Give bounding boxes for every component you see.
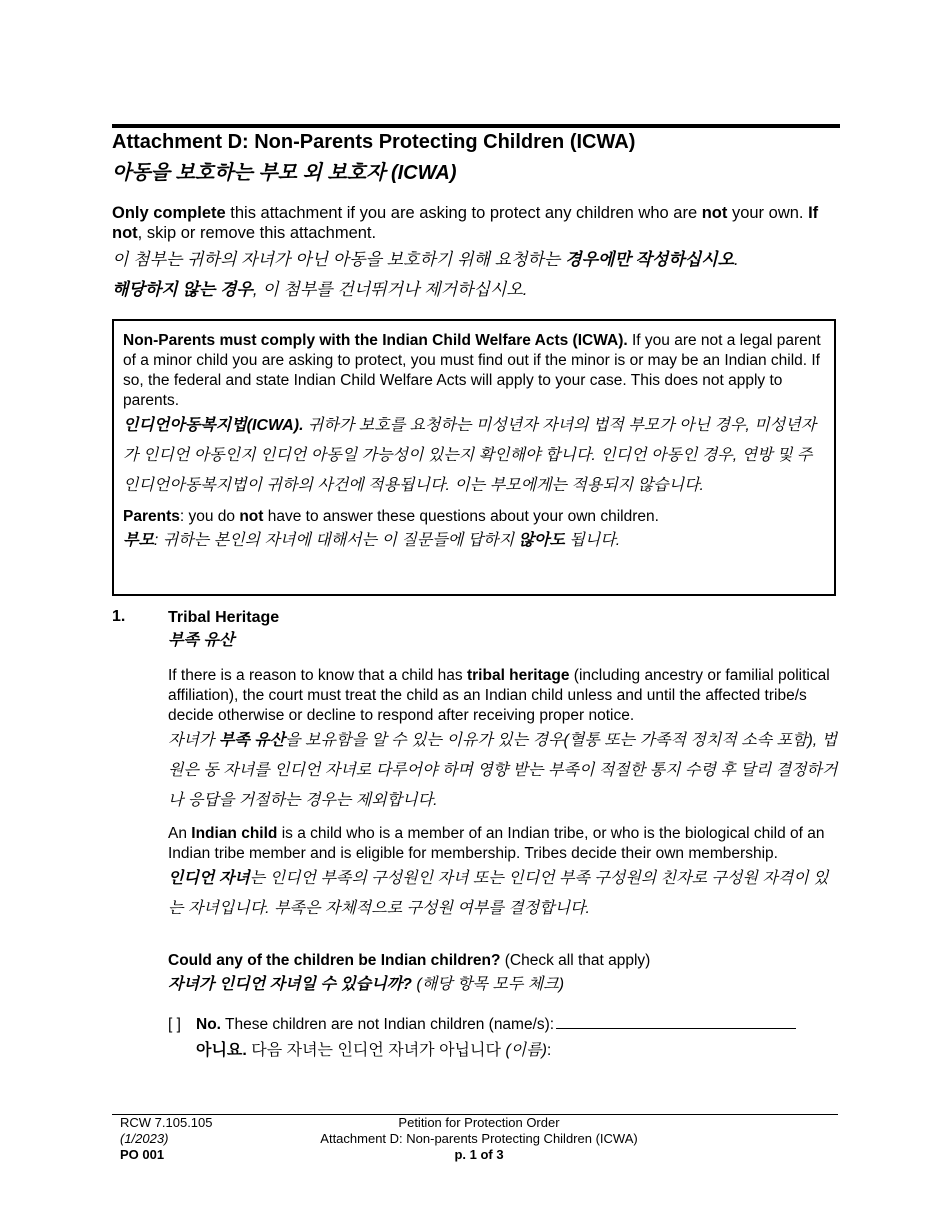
section-number: 1. <box>112 608 126 625</box>
indian-child-definition: An Indian child is a child who is a member of an Indian tribe, or who is the biological child of an Indian tribe member and is eligible for membership. Tribes decide their own membership. 인디언 자녀는 인디언 부족의 구성원인 자녀 또는 인디언 부족 구성원의 친자로 구성원 자격이 있는 자녀입니다. 부족은 자체적으로 구성원 여부를 결정합니다. <box>168 825 829 917</box>
footer-center: Petition for Protection Order Attachment D: Non-parents Protecting Children (ICWA) p. 1 of 3 <box>320 1115 638 1162</box>
page-title-korean: 아동을 보호하는 부모 외 보호자 (ICWA) <box>112 162 457 184</box>
names-input-line[interactable] <box>556 1012 796 1029</box>
top-rule <box>112 124 840 128</box>
parents-note-korean: 부모: 귀하는 본인의 자녀에 대해서는 이 질문들에 답하지 않아도 됩니다. <box>123 532 621 549</box>
indian-children-question: Could any of the children be Indian children? (Check all that apply) 자녀가 인디언 자녀일 수 있습니까? (해당 항목 모두 체크) <box>168 952 651 993</box>
footer-left: RCW 7.105.105 (1/2023) PO 001 <box>120 1115 213 1162</box>
option-no: [ ] No. These children are not Indian children (name/s): 아니요. 다음 자녀는 인디언 자녀가 아닙니다 (이름): <box>168 1012 838 1065</box>
notice-korean: 인디언아동복지법(ICWA). 귀하가 보호를 요청하는 미성년자 자녀의 법적 부모가 아닌 경우, 미성년자가 인디언 아동인지 인디언 아동일 가능성이 있는지 확인해야 합니다. 인디언 아동인 경우, 연방 및 주 인디언아동복지법이 귀하의 사건에 적용됩니다. 이는 부모에게는 적용되지 않습니다. <box>123 417 817 494</box>
parents-note: Parents: you do not have to answer these questions about your own children. <box>123 508 659 525</box>
tribal-heritage-paragraph: If there is a reason to know that a child has tribal heritage (including ancestry or familial political affiliation), the court must treat the child as an Indian child unless and until the affected tribe/s decide otherwise or decline to respond after receiving proper notice. 자녀가 부족 유산을 보유함을 알 수 있는 이유가 있는 경우(혈통 또는 가족적 정치적 소속 포함), 법원은 동 자녀를 인디언 자녀로 다루어야 하며 영향 받는 부족이 적절한 통지 수령 후 달리 결정하거나 응답을 거절하는 경우는 제외합니다. <box>168 667 838 809</box>
page-title: Attachment D: Non-Parents Protecting Children (ICWA) <box>112 131 636 153</box>
checkbox-no[interactable]: [ ] <box>168 1016 181 1033</box>
icwa-notice-box <box>112 319 836 596</box>
section-heading: Tribal Heritage 부족 유산 <box>168 609 280 649</box>
intro-korean: 이 첨부는 귀하의 자녀가 아닌 아동을 보호하기 위해 요청하는 경우에만 작성하십시오. 해당하지 않는 경우, 이 첨부를 건너뛰거나 제거하십시오. <box>112 250 739 299</box>
notice-english: Non-Parents must comply with the Indian Child Welfare Acts (ICWA). If you are not a legal parent of a minor child you are asking to protect, you must find out if the minor is or may be an Indian child. If so, the federal and state Indian Child Welfare Acts will apply to your case. This does not apply to parents. <box>123 332 821 409</box>
intro-english: Only complete this attachment if you are asking to protect any children who are not your own. If not, skip or remove this attachment. <box>112 204 819 242</box>
